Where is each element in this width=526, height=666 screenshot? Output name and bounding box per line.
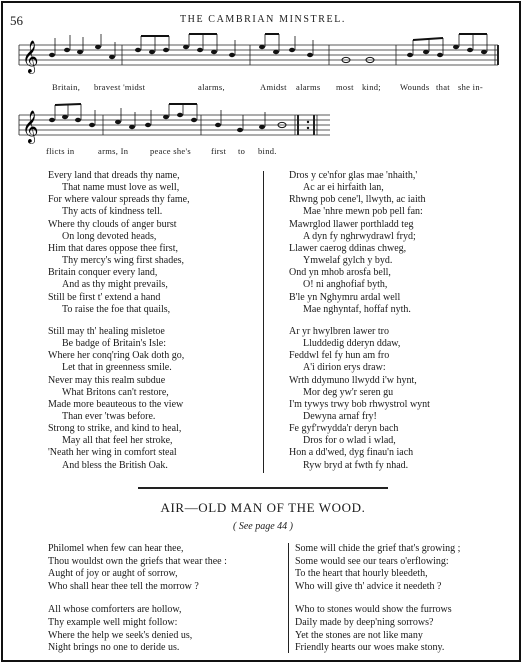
poem-line: Ymwelaf gylch y byd.	[303, 255, 393, 267]
page-number: 56	[10, 13, 23, 28]
stanza	[48, 170, 190, 316]
notes-line-2	[49, 113, 309, 132]
staff-line-1	[19, 45, 498, 65]
poem-line: Thou wouldst own the griefs that wear thee :	[48, 555, 227, 567]
poem-line: Llawer caerog ddinas chweg,	[289, 242, 407, 254]
poem-line: Strong to strike, and kind to heal,	[48, 423, 182, 435]
lyric-syllable: Amidst	[260, 82, 287, 92]
poem-line: Wrth ddymuno llwydd i'w hynt,	[289, 374, 417, 386]
poem-line: Thy acts of kindness tell.	[62, 206, 163, 218]
lyrics-line-1	[0, 82, 526, 94]
beams-line-2	[55, 104, 197, 105]
poem-line: On long devoted heads,	[62, 230, 157, 242]
poem-line: B'le yn Nghymru ardal well	[289, 291, 401, 303]
poem-line: Let that in greenness smile.	[62, 362, 172, 374]
lyric-syllable: Wounds	[400, 82, 430, 92]
lyric-syllable: peace she's	[150, 146, 191, 156]
poem-line: Some will chide the grief that's growing ;	[295, 543, 461, 554]
air-left-column	[48, 543, 227, 655]
poem-line: Lluddedig dderyn ddaw,	[303, 338, 401, 350]
stanza	[48, 326, 190, 472]
treble-clef-icon: 𝄞	[22, 40, 39, 73]
poem-line: And as thy might prevails,	[62, 279, 168, 291]
poem-line: Every land that dreads thy name,	[48, 170, 180, 181]
lyric-syllable: flicts in	[46, 146, 75, 156]
poem-line: Yet the stones are not like many	[295, 629, 423, 641]
poem-line: A dyn fy nghrwydrawl fryd;	[303, 230, 416, 242]
lyric-syllable: first	[211, 146, 227, 156]
stems-line-2	[55, 104, 265, 130]
poem-line: Hon a dd'wed, dyg finau'n iach	[289, 447, 414, 459]
poem-line: A'i dirion erys draw:	[303, 362, 386, 374]
stems-line-1	[55, 34, 487, 57]
stanza	[48, 604, 227, 654]
poem-line: 'Neath her wing in comfort steal	[48, 447, 177, 459]
poem-line: Thy mercy's wing first shades,	[62, 255, 185, 267]
lyric-syllable: alarms	[296, 82, 321, 92]
poem-line: Ac ar ei hirfaith lan,	[303, 182, 384, 194]
poem-line: Ond yn mhob arosfa bell,	[289, 267, 391, 279]
welsh-poem	[289, 170, 430, 472]
poem-line: Thy example well might follow:	[48, 616, 178, 628]
lyric-syllable: alarms,	[198, 82, 225, 92]
treble-clef-icon: 𝄞	[22, 110, 39, 143]
poem-line: Dewyna arnaf fry!	[303, 410, 377, 422]
poem-line: Mae 'nhre mewn pob pell fan:	[303, 206, 423, 218]
poem-line: Where thy clouds of anger burst	[48, 218, 177, 230]
section-divider	[138, 487, 388, 489]
poem-line: To raise the foe that quails,	[62, 303, 171, 315]
poem-line: Who will give th' advice it needeth ?	[295, 580, 442, 592]
lyric-syllable: kind;	[362, 82, 381, 92]
poem-line: For where valour spreads thy fame,	[48, 194, 190, 206]
beams-line-1	[141, 34, 487, 40]
lyric-syllable: bind.	[258, 146, 277, 156]
lyric-syllable: Britain,	[52, 82, 81, 92]
lyric-syllable: most	[336, 82, 354, 92]
poem-line: Fe gyf'rwydda'r deryn bach	[289, 423, 399, 435]
lyrics-line-2	[0, 146, 526, 158]
poem-line: Never may this realm subdue	[48, 374, 166, 386]
poem-line: All whose comforters are hollow,	[48, 604, 182, 616]
poem-line: May all that feel her stroke,	[62, 435, 173, 447]
poem-line: Night brings no one to deride us.	[48, 642, 180, 654]
poem-line: Than ever 'twas before.	[62, 410, 156, 422]
poem-line: Who to stones would show the furrows	[295, 604, 452, 616]
poem-line: Him that dares oppose thee first,	[48, 242, 178, 254]
stanza	[289, 326, 430, 472]
poem-line: To the heart that hourly bleedeth,	[295, 568, 428, 580]
stanza	[295, 604, 460, 654]
poem-line: Mawrglod llawer porthladd teg	[289, 218, 414, 230]
poem-line: O! ni anghofiaf byth,	[303, 279, 388, 291]
poem-line: Made more beauteous to the view	[48, 398, 184, 410]
lyric-syllable: that	[436, 82, 450, 92]
stanza	[295, 543, 460, 593]
air-page-reference: ( See page 44 )	[233, 521, 293, 532]
poem-line: Ryw bryd at fwth fy nhad.	[303, 459, 409, 471]
poem-line: Where the help we seek's denied us,	[48, 629, 193, 641]
poem-line: Aught of joy or aught of sorrow,	[48, 568, 178, 580]
poem-line: Mae nghyntaf, hoffaf nyth.	[303, 303, 411, 315]
poem-line: Dros for o wlad i wlad,	[303, 435, 396, 447]
poem-line: What Britons can't restore,	[62, 386, 169, 398]
poem-line: Philomel when few can hear thee,	[48, 543, 184, 554]
air-right-column	[295, 543, 460, 655]
english-poem	[48, 170, 190, 472]
poem-line: Still may th' healing misletoe	[48, 325, 165, 337]
running-title: THE CAMBRIAN MINSTREL.	[179, 14, 347, 25]
air-title: AIR—OLD MAN OF THE WOOD.	[160, 500, 366, 515]
lyric-syllable: she in-	[458, 82, 483, 92]
poem-line: Some would see our tears o'erflowing:	[295, 555, 449, 567]
lyric-syllable: to	[238, 146, 246, 156]
lyric-syllable: arms, In	[98, 146, 129, 156]
poem-line: Who shall hear thee tell the morrow ?	[48, 580, 199, 592]
poem-line: I'm tywys trwy bob rhwystrol wynt	[289, 398, 430, 410]
poem-line: Rhwng pob cene'l, llwyth, ac iaith	[289, 194, 426, 206]
poem-line: That name must love as well,	[62, 182, 180, 194]
stanza	[289, 170, 430, 316]
column-divider	[288, 543, 289, 653]
poem-line: Friendly hearts our woes make stony.	[295, 642, 445, 654]
poem-line: Still be first t' extend a hand	[48, 291, 161, 303]
poem-line: And bless the British Oak.	[62, 459, 168, 471]
poem-line: Dros y ce'nfor glas mae 'nhaith,'	[289, 170, 418, 181]
poem-line: Be badge of Britain's Isle:	[62, 338, 166, 350]
poem-line: Mor deg yw'r seren gu	[303, 386, 394, 398]
poem-line: Ar yr hwylbren lawer tro	[289, 325, 389, 337]
poem-line: Daily made by deep'ning sorrows?	[295, 616, 434, 628]
stanza	[48, 543, 227, 593]
poem-line: Feddwl fel fy hun am fro	[289, 350, 390, 362]
lyric-syllable: bravest 'midst	[94, 82, 146, 92]
poem-line: Britain conquer every land,	[48, 267, 158, 279]
column-divider	[263, 171, 264, 473]
poem-line: Where her conq'ring Oak doth go,	[48, 350, 185, 362]
